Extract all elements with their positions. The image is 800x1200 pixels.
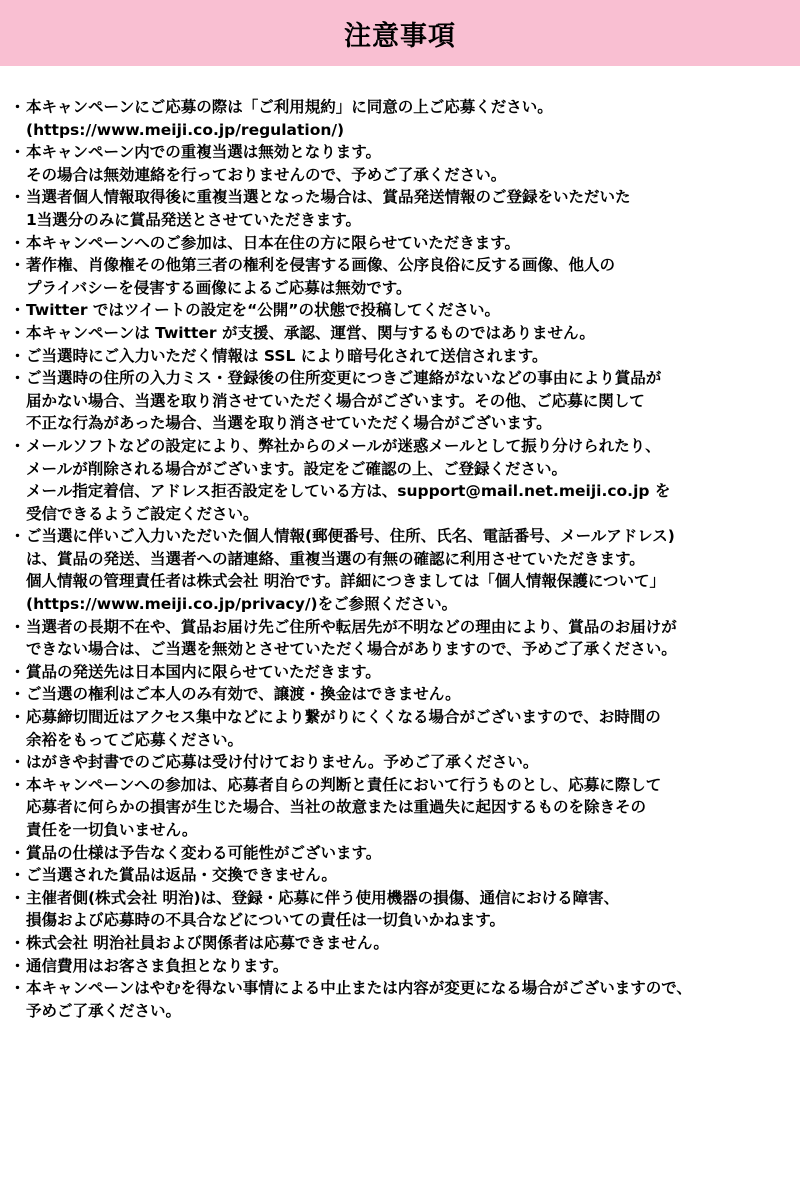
bullet-mark: ・ [9,979,26,998]
note-line: ご当選時にご入力いただく情報は SSL により暗号化されて送信されます。 [26,346,548,365]
note-text [26,345,548,368]
bullet-mark: ・ [9,256,26,275]
bullet-mark: ・ [9,346,26,365]
note-line: できない場合は、ご当選を無効とさせていただく場合がありますので、予めご了承ください。 [26,640,677,659]
note-line: ご当選時の住所の入力ミス・登録後の住所変更につきご連絡がないなどの事由により賞品が [26,369,662,388]
bullet-mark: ・ [9,188,26,207]
bullet-mark: ・ [9,753,26,772]
note-line: 予めご了承ください。 [26,1001,182,1020]
note-text [26,367,661,435]
bullet-mark: ・ [9,143,26,162]
bullet-mark: ・ [9,323,26,342]
note-item [9,661,799,684]
bullet-mark: ・ [9,98,26,116]
note-line: プライバシーを侵害する画像によるご応募は無効です。 [26,278,412,297]
bullet-mark: ・ [9,685,26,704]
note-line: 個人情報の管理責任者は株式会社 明治です。詳細につきましては「個人情報保護について」 [26,572,666,591]
note-text [26,706,661,751]
note-text [26,525,675,615]
note-item [9,706,799,751]
note-line: (https://www.meiji.co.jp/regulation/) [26,120,345,139]
note-text [26,254,615,299]
note-text [26,322,595,345]
note-line: ご当選された賞品は返品・交換できません。 [26,866,337,885]
note-item [9,932,799,955]
note-text [26,842,381,865]
note-item [9,842,799,865]
note-line: 届かない場合、当選を取り消させていただく場合がございます。その他、ご応募に関して [26,391,645,410]
note-line: 1当選分のみに賞品発送とさせていただきます。 [26,210,362,229]
bullet-mark: ・ [9,888,26,907]
note-line: 賞品の発送先は日本国内に限らせていただきます。 [26,662,381,681]
note-line: ご当選の権利はご本人のみ有効で、譲渡・換金はできません。 [26,685,461,704]
bullet-mark: ・ [9,301,26,320]
note-line: 当選者の長期不在や、賞品お届け先ご住所や転居先が不明などの理由により、賞品のお届けが [26,617,677,636]
note-item [9,525,799,615]
note-item [9,887,799,932]
note-line: 本キャンペーンは Twitter が支援、承認、運営、関与するものではありません。 [26,323,595,342]
note-item [9,299,799,322]
page-title: 注意事項 [344,20,456,52]
note-item [9,955,799,978]
note-line: 著作権、肖像権その他第三者の権利を侵害する画像、公序良俗に反する画像、他人の [26,256,616,275]
note-text [26,683,461,706]
note-item [9,683,799,706]
note-line: はがきや封書でのご応募は受け付けておりません。予めご了承ください。 [26,753,539,772]
note-item [9,186,799,231]
note-item [9,141,799,186]
header-banner [0,0,800,66]
note-text [26,887,619,932]
note-item [9,616,799,661]
note-line: 不正な行為があった場合、当選を取り消させていただく場合がございます。 [26,414,552,433]
notes-list [9,96,799,1022]
bullet-mark: ・ [9,527,26,546]
note-text [26,435,670,525]
note-line: 損傷および応募時の不具合などについての責任は一切負いかねます。 [26,911,505,930]
note-text [26,864,337,887]
note-text [26,932,389,955]
note-item [9,367,799,435]
note-text [26,751,538,774]
note-item [9,977,799,1022]
bullet-mark: ・ [9,843,26,862]
note-item [9,751,799,774]
bullet-mark: ・ [9,775,26,794]
note-line: 本キャンペーンへの参加は、応募者自らの判断と責任において行うものとし、応募に際して [26,775,662,794]
note-text [26,299,500,322]
bullet-mark: ・ [9,956,26,975]
note-item [9,435,799,525]
note-item [9,232,799,255]
note-item [9,774,799,842]
note-line: 本キャンペーン内での重複当選は無効となります。 [26,143,381,162]
note-item [9,254,799,299]
note-line: 受信できるようご設定ください。 [26,504,259,523]
note-line: 主催者側(株式会社 明治)は、登録・応募に伴う使用機器の損傷、通信における障害、 [26,888,620,907]
bullet-mark: ・ [9,933,26,952]
note-line: 本キャンペーンにご応募の際は「ご利用規約」に同意の上ご応募ください。 [26,98,553,116]
note-text [26,955,288,978]
note-line: メール指定着信、アドレス拒否設定をしている方は、support@mail.net.meiji.co.jp を [26,482,671,501]
note-line: 本キャンペーンへのご参加は、日本在住の方に限らせていただきます。 [26,233,520,252]
note-line: 株式会社 明治社員および関係者は応募できません。 [26,933,389,952]
note-text [26,96,553,141]
note-text [26,774,661,842]
bullet-mark: ・ [9,233,26,252]
bullet-mark: ・ [9,436,26,455]
note-text [26,616,677,661]
note-line: 本キャンペーンはやむを得ない事情による中止または内容が変更になる場合がございますので、 [26,979,692,998]
note-text [26,977,692,1022]
note-line: 責任を一切負いません。 [26,821,198,839]
note-line: メールが削除される場合がございます。設定をご確認の上、ご登録ください。 [26,459,567,478]
note-line: メールソフトなどの設定により、弊社からのメールが迷惑メールとして振り分けられたり、 [26,436,661,455]
note-line: 余裕をもってご応募ください。 [26,730,244,749]
note-line: Twitter ではツイートの設定を“公開”の状態で投稿してください。 [26,301,500,320]
note-text [26,186,631,231]
bullet-mark: ・ [9,708,26,727]
note-text [26,141,506,186]
note-line: は、賞品の発送、当選者への諸連絡、重複当選の有無の確認に利用させていただきます。 [26,549,645,568]
note-line: (https://www.meiji.co.jp/privacy/)をご参照ください。 [26,595,458,614]
note-line: 応募者に何らかの損害が生じた場合、当社の故意または重過失に起因するものを除きその [26,798,647,817]
bullet-mark: ・ [9,866,26,885]
note-item [9,96,799,141]
note-text [26,232,520,255]
bullet-mark: ・ [9,662,26,681]
note-line: 応募締切間近はアクセス集中などにより繋がりにくくなる場合がございますので、お時間の [26,708,661,727]
bullet-mark: ・ [9,617,26,636]
note-line: その場合は無効連絡を行っておりませんので、予めご了承ください。 [26,165,507,184]
note-item [9,864,799,887]
note-item [9,322,799,345]
note-line: 賞品の仕様は予告なく変わる可能性がございます。 [26,843,382,862]
note-text [26,661,381,684]
note-line: 通信費用はお客さま負担となります。 [26,956,289,975]
note-line: 当選者個人情報取得後に重複当選となった場合は、賞品発送情報のご登録をいただいた [26,188,631,207]
bullet-mark: ・ [9,369,26,388]
note-item [9,345,799,368]
note-line: ご当選に伴いご入力いただいた個人情報(郵便番号、住所、氏名、電話番号、メールアドレス) [26,527,675,546]
